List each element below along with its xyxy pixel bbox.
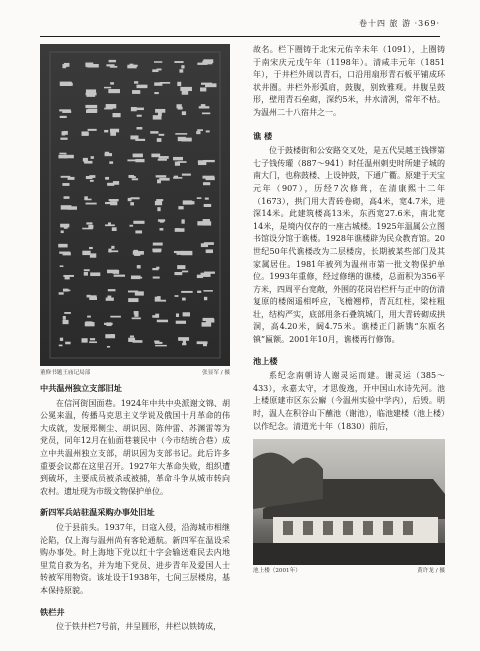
left-column: [40, 44, 230, 634]
calligraphy-rubbing-image: [40, 44, 230, 366]
continued-paragraph: 故名。栏下圈铸于北宋元佑辛未年（1091），上圈铸于南宋庆元戊午年（1198年）。清咸丰元年（1851年），于井栏外周以青石，口沿用扇形青石板平铺成环状井圈。井栏外形弧肩，鼓腹，别致雅观。井腹呈鼓形，壁用青石垒砌，深约5米，井水清冽，常年不枯。为温州二十八宿井之一。: [253, 45, 445, 117]
photo2-credit: 黄许龙 / 摄: [417, 568, 445, 575]
photo-credit: 张显军 / 摄: [202, 370, 230, 376]
header-rule: [40, 36, 440, 37]
photo2-caption: [253, 567, 445, 576]
section-title-new-fourth-army: 新四军兵站驻温采购办事处旧址: [40, 507, 155, 518]
section-body: 位于铁井栏7号前，井呈圆形，井栏以铁铸成，: [56, 622, 222, 632]
section-title-qiao-tower: 谯 楼: [253, 130, 273, 141]
stele-rubbing-photo: [40, 44, 230, 366]
section-title-iron-well: 铁栏井: [40, 606, 65, 617]
section-body: 在信河街国面巷。1924年中共中央派谢文锦、胡公冕来温，传播马克思主义学说及俄国十月革命的伟大成就，发展郑侧尘、胡识因、陈仲雷、苏渊雷等为党员，同年12月在仙面巷蓑民中（今市结统合巷）成立中共温州独立支部，胡识因为支部书记。此后许多重要会议都在这里召开。1927年大革命失败，组织遭到破坏，主要成员被杀或被捕，革命斗争从城市转向农村。遗址现为市级文物保护单位。: [40, 398, 230, 496]
photo2-caption-title: 池上楼（2001年）: [253, 568, 301, 575]
building-photo-image: [253, 439, 445, 565]
section-body: 位于县前头。1937年，日寇入侵，沿海城市相继沦陷，仅上海与温州尚有客轮通航。新四军在温设采购办事处。时上海地下党以红十字会输送难民去内地里荒自救为名，并为地下党员、进步青年及爱国人士转被军用物资。该址设于1938年，七间三层楼房，基本保持原貌。: [40, 522, 230, 595]
running-header: 卷十四 旅 游 ·369·: [359, 19, 440, 28]
section-title-chishang-tower: 池上楼: [253, 355, 278, 366]
right-column: [253, 44, 445, 576]
photo-caption-title: 董修书题王庙记局部: [40, 370, 91, 376]
section-body: 系纪念南朝诗人谢灵运而建。谢灵运（385～433），永嘉太守，才思俊逸，开中国山水诗先河。池上楼原建市区东公廨（今温州实验中学内），后毁。明时，温人在积谷山下蘸池（谢池），临池建楼（池上楼）以作纪念。清道光十年（1830）前后，: [253, 371, 445, 431]
section-title-party-branch: 中共温州独立支部旧址: [40, 383, 122, 393]
photo-caption: [40, 369, 230, 378]
chishang-tower-photo: [253, 439, 445, 565]
section-body: 位于鼓楼街和公安路交叉处，是五代吴越王钱镠第七子钱传瓘（887～941）时任温州刺史时所建子城的南大门，也称鼓楼、上设钟鼓，下通广衢。原建于天宝元年（907），历经7次修葺，在清康熙十二年（1673），拱门用大青砖卷砌，高4米，宽4.7米，进深14米。此建筑楼高13米，东西宽27.6米，南北宽14米，是境内仅存的一座古城楼。1925年温属公立图书馆设分馆于谯楼。1928年谯楼辟为民众教育馆。20世纪50年代谯楼改为二层楼房，长期被某些部门及其家属居住。1981年被列为温州市第一批文物保护单位。1993年重修，经过修缮的谯楼，总面积为356平方米，四周平台宽敞，外围的花岗岩栏杆与正中的仿清复原的楼阁遥相呼应，飞檐翘栉，青瓦红柱，梁柱粗壮，结构严实，底部用条石叠筑城门，用大青砖砌成拱洞，高4.20米，阔4.75米。谯楼正门新镌“东瓯名镇”匾额。2001年10月，谯楼再行修饰。: [253, 146, 445, 345]
